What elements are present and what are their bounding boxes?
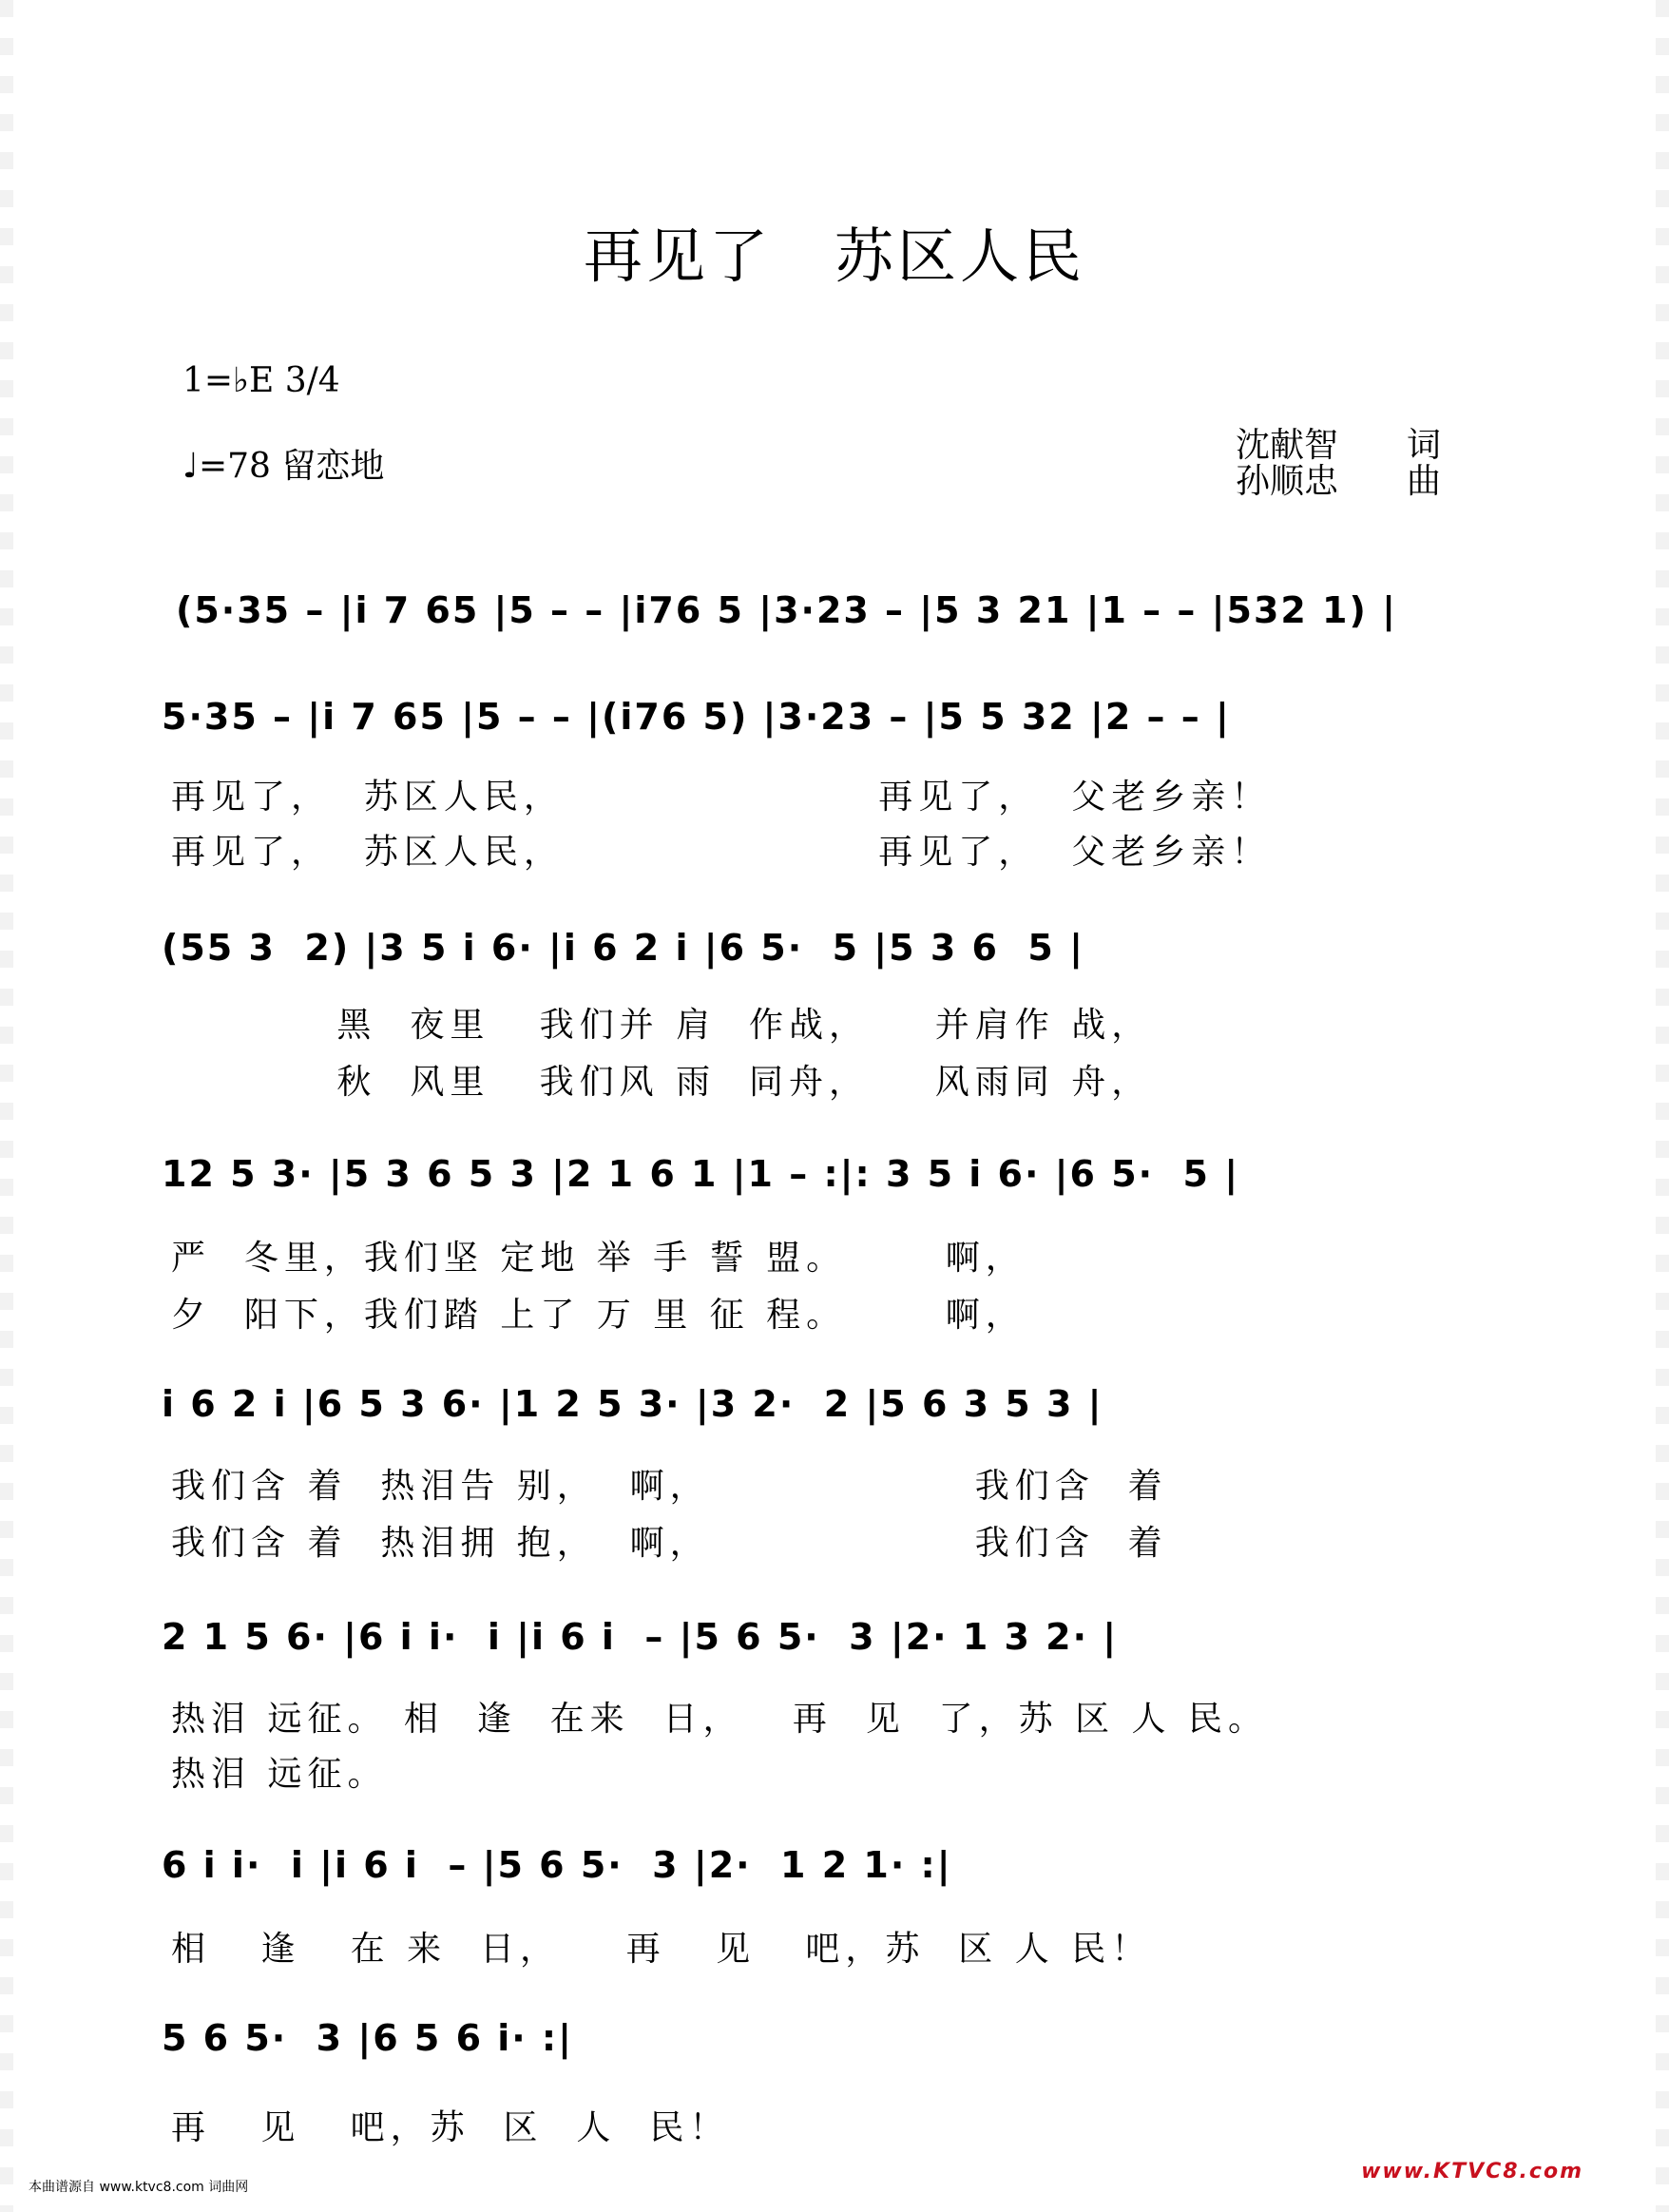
lyric-line-3-verse-1: 黑 夜里 我们并 肩 作战， 并肩作 战， <box>171 1006 1152 1045</box>
lyric-line-4-verse-2: 夕 阳下，我们踏 上了 万 里 征 程。 啊， <box>171 1296 1026 1335</box>
notation-line-8: 5 6 5· 3 |6 5 6 i· :| <box>162 2017 573 2059</box>
notation-line-6: 2 1 5 6· |6 i i· i |i 6 i – |5 6 5· 3 |2· 1 3 2· | <box>162 1616 1119 1658</box>
lyricist-credit: 沈献智 词 <box>1236 426 1442 465</box>
notation-line-5: i 6 2 i |6 5 3 6· |1 2 5 3· |3 2· 2 |5 6 3 5 3 | <box>162 1383 1103 1425</box>
lyric-line-3-verse-2: 秋 风里 我们风 雨 同舟， 风雨同 舟， <box>171 1063 1152 1102</box>
notation-line-2: 5·35 – |i 7 65 |5 – – |(i76 5) |3·23 – |5 5 32 |2 – – | <box>162 696 1231 738</box>
notation-line-1: (5·35 – |i 7 65 |5 – – |i76 5 |3·23 – |5 3 21 |1 – – |532 1) | <box>176 589 1397 631</box>
lyric-line-8: 再 见 吧，苏 区 人 民！ <box>171 2108 730 2147</box>
key-signature: 1=♭E 3/4 <box>182 361 340 400</box>
composer-credit: 孙顺忠 曲 <box>1236 462 1442 501</box>
lyric-line-7: 相 逢 在 来 日， 再 见 吧，苏 区 人 民！ <box>171 1930 1152 1969</box>
lyric-line-5-verse-2: 我们含 着 热泪拥 抱， 啊， 我们含 着 <box>171 1524 1168 1563</box>
lyric-line-6-verse-1: 热泪 远征。 相 逢 在来 日， 再 见 了，苏 区 人 民。 <box>171 1700 1268 1739</box>
lyric-line-2-verse-2: 再见了， 苏区人民， 再见了， 父老乡亲！ <box>171 833 1272 872</box>
right-watermark-strip <box>1656 0 1669 2212</box>
notation-line-4: 12 5 3· |5 3 6 5 3 |2 1 6 1 |1 – :|: 3 5 i 6· |6 5· 5 | <box>162 1153 1240 1195</box>
lyric-line-4-verse-1: 严 冬里，我们坚 定地 举 手 誓 盟。 啊， <box>171 1239 1026 1278</box>
footer-site-logo: www.KTVC8.com <box>1361 2160 1583 2183</box>
footer-source-note: 本曲谱源自 www.ktvc8.com 词曲网 <box>29 2180 249 2195</box>
tempo-marking: ♩=78 留恋地 <box>182 447 385 486</box>
lyric-line-2-verse-1: 再见了， 苏区人民， 再见了， 父老乡亲！ <box>171 778 1272 817</box>
lyric-line-6-verse-2: 热泪 远征。 <box>171 1755 388 1794</box>
lyric-line-5-verse-1: 我们含 着 热泪告 别， 啊， 我们含 着 <box>171 1467 1168 1506</box>
notation-line-3: (55 3 2) |3 5 i 6· |i 6 2 i |6 5· 5 |5 3 6 5 | <box>162 927 1084 969</box>
notation-line-7: 6 i i· i |i 6 i – |5 6 5· 3 |2· 1 2 1· :| <box>162 1844 952 1886</box>
song-title: 再见了 苏区人民 <box>583 221 1085 291</box>
left-watermark-strip <box>0 0 13 2212</box>
